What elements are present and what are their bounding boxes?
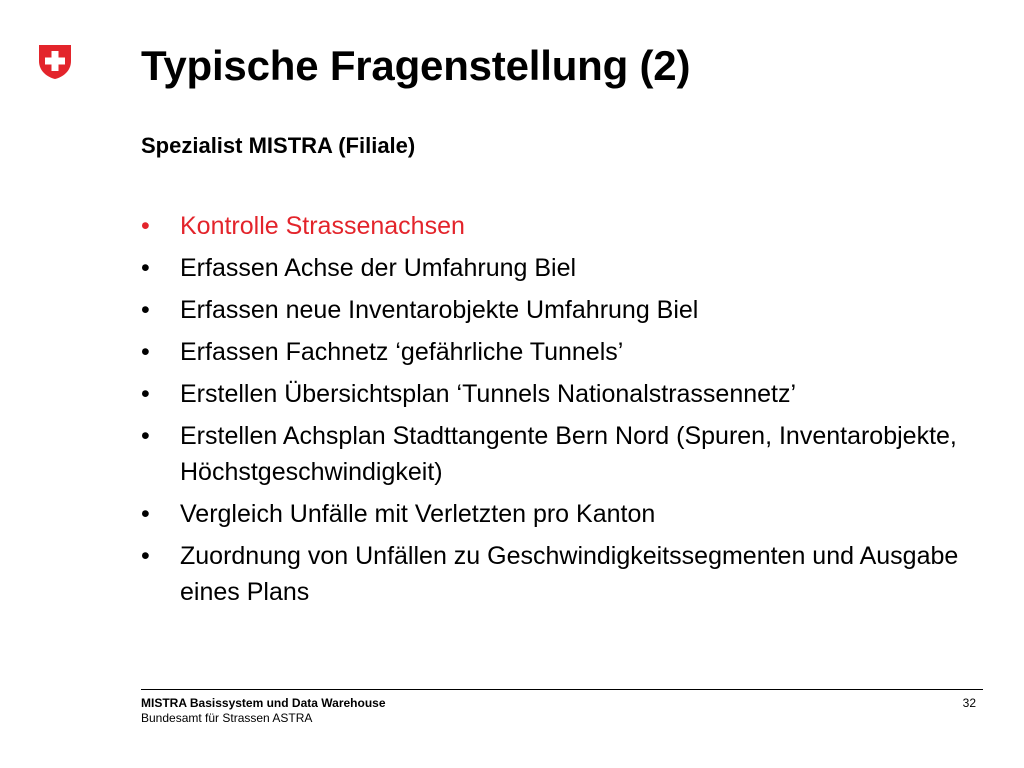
- bullet-item: [141, 418, 1001, 490]
- page-number: 32: [962, 696, 976, 710]
- bullet-text: Erfassen neue Inventarobjekte Umfahrung Biel: [180, 296, 699, 324]
- bullet-item: [141, 538, 1001, 610]
- footer-divider: [141, 689, 983, 690]
- bullet-text: Erfassen Achse der Umfahrung Biel: [180, 254, 577, 282]
- bullet-marker: •: [141, 212, 150, 240]
- bullet-marker: •: [141, 380, 150, 408]
- bullet-item: [141, 208, 1001, 244]
- bullet-marker: •: [141, 254, 150, 282]
- footer-title: MISTRA Basissystem und Data Warehouse: [141, 696, 386, 710]
- footer-organization: Bundesamt für Strassen ASTRA: [141, 711, 313, 725]
- bullet-item: [141, 334, 1001, 370]
- bullet-text: Kontrolle Strassenachsen: [180, 212, 465, 240]
- footer-info: [141, 696, 386, 726]
- bullet-text: Erstellen Übersichtsplan ‘Tunnels Nationalstrassennetz’: [180, 380, 797, 408]
- page-subtitle: Spezialist MISTRA (Filiale): [141, 133, 416, 158]
- bullet-item: [141, 496, 1001, 532]
- bullet-item: [141, 292, 1001, 328]
- bullet-text: Vergleich Unfälle mit Verletzten pro Kanton: [180, 500, 656, 528]
- swiss-coat-of-arms-icon: [38, 44, 72, 80]
- bullet-marker: •: [141, 338, 150, 366]
- bullet-text: Erfassen Fachnetz ‘gefährliche Tunnels’: [180, 338, 624, 366]
- bullet-marker: •: [141, 500, 150, 528]
- bullet-marker: •: [141, 542, 150, 570]
- page-title: Typische Fragenstellung (2): [141, 42, 691, 89]
- bullet-item: [141, 376, 1001, 412]
- bullet-list: [141, 208, 1001, 616]
- bullet-text: Zuordnung von Unfällen zu Geschwindigkeitssegmenten und Ausgabe eines Plans: [180, 542, 959, 606]
- bullet-marker: •: [141, 422, 150, 450]
- bullet-item: [141, 250, 1001, 286]
- bullet-text: Erstellen Achsplan Stadttangente Bern Nord (Spuren, Inventarobjekte, Höchstgeschwindigkeit): [180, 422, 957, 486]
- bullet-marker: •: [141, 296, 150, 324]
